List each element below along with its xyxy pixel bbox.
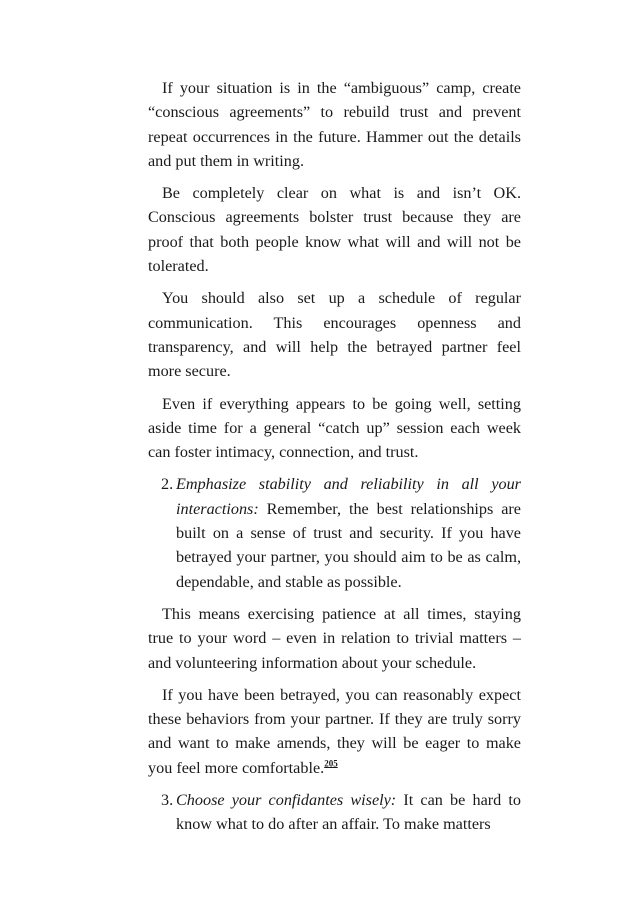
- list-item-text: It can be hard to know what to do after an affair. To make matters: [176, 791, 521, 834]
- list-number: 2.: [161, 475, 174, 494]
- paragraph-catch-up: Even if everything appears to be going well, setting aside time for a general “catch up” session each week can foster intimacy, connection, and trust.: [148, 394, 521, 462]
- list-item-confidantes: [148, 788, 521, 837]
- list-item-title: Choose your confidantes wisely:: [176, 791, 397, 810]
- page-body: [148, 76, 521, 845]
- paragraph-betrayed-expect: [148, 683, 521, 780]
- footnote-reference-link[interactable]: 205: [324, 758, 338, 769]
- list-number: 3.: [161, 791, 174, 810]
- paragraph-patience: This means exercising patience at all times, staying true to your word – even in relation to trivial matters – and volunteering information about your schedule.: [148, 604, 521, 672]
- list-item-stability: [148, 472, 521, 593]
- list-item-text: Remember, the best relationships are built on a sense of trust and security. If you have betrayed your partner, you should aim to be as calm, dependable, and stable as possible.: [176, 499, 521, 591]
- list-item-title: Emphasize stability and reliability in all your interactions:: [176, 475, 521, 518]
- paragraph-betrayed-text: If you have been betrayed, you can reasonably expect these behaviors from your partner. If they are truly sorry and want to make amends, they will be eager to make you feel more comfortable.: [148, 685, 521, 777]
- paragraph-be-clear: Be completely clear on what is and isn’t OK. Conscious agreements bolster trust because they are proof that both people know what will and will not be tolerated.: [148, 184, 521, 276]
- paragraph-ambiguous-camp: If your situation is in the “ambiguous” camp, create “conscious agreements” to rebuild trust and prevent repeat occurrences in the future. Hammer out the details and put them in writing.: [148, 79, 521, 170]
- paragraph-schedule-communication: You should also set up a schedule of regular communication. This encourages openness and transparency, and will help the betrayed partner feel more secure.: [148, 289, 521, 381]
